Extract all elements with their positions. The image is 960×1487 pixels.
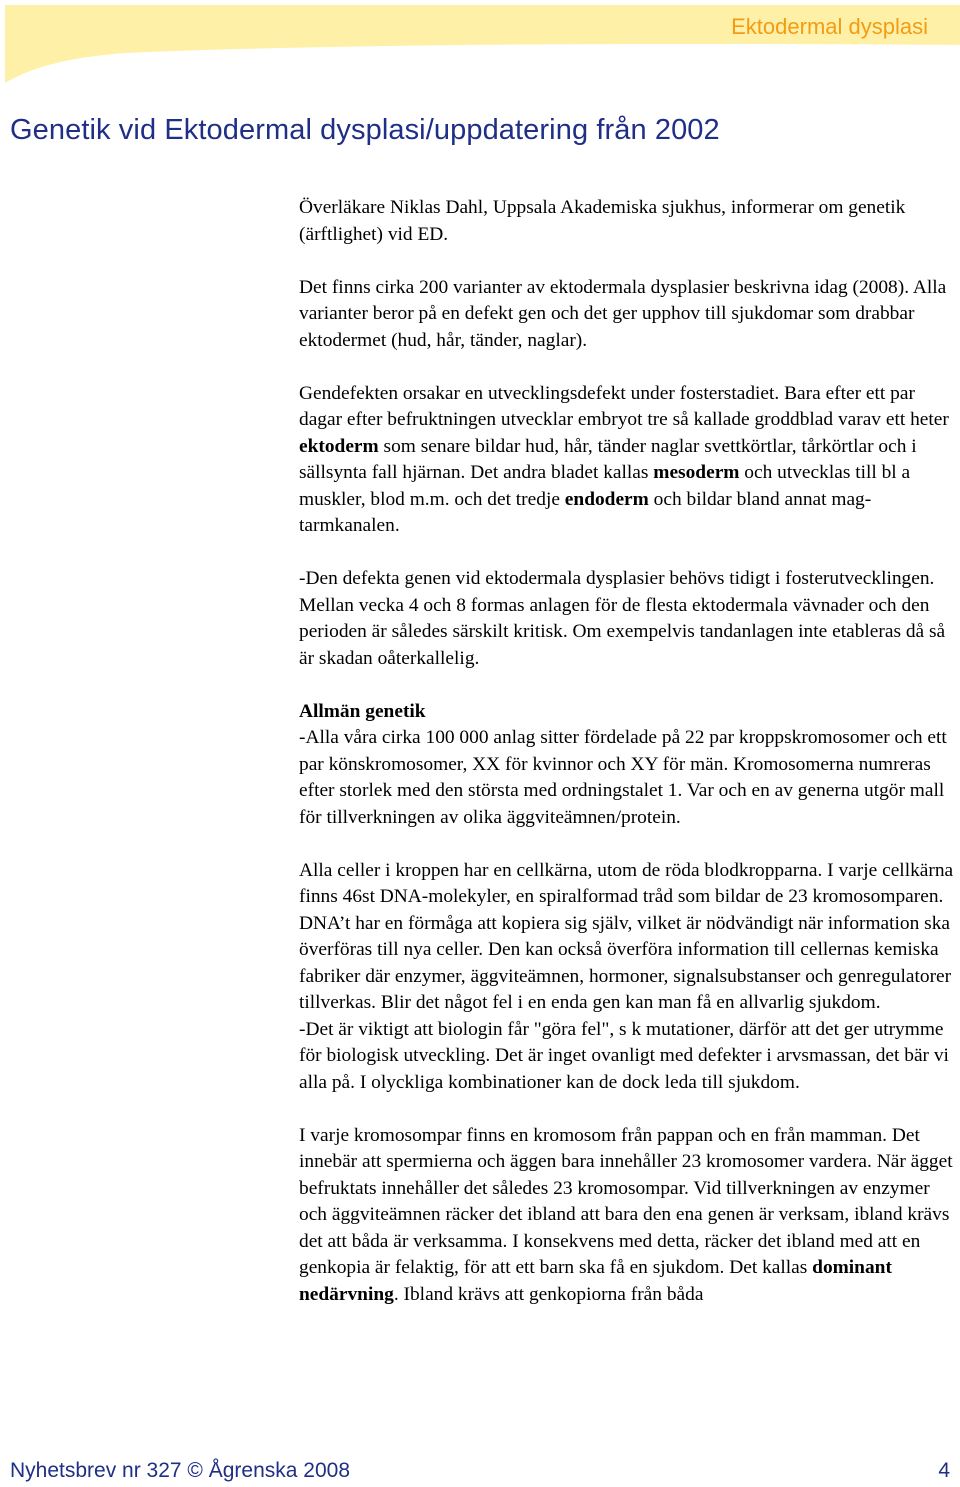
text-segment: och bildar bland annat mag-tarmkanalen. [299, 488, 872, 536]
footer-page-number: 4 [938, 1459, 950, 1482]
paragraph-mutations: -Det är viktigt att biologin får "göra fel", s k mutationer, därför att det ger utrymme för biologisk utveckling. Det är inget ovanligt med defekter i arvsmassan, det bär vi alla på. I olyckliga kombinationer kan de dock leda till sjukdom. [299, 1018, 949, 1093]
header-title: Ektodermal dysplasi [731, 14, 928, 39]
term-dominant: dominant nedärvning [299, 1257, 892, 1305]
paragraph-chromosomes: -Alla våra cirka 100 000 anlag sitter fördelade på 22 par kroppskromosomer och ett par könskromosomer, XX för kvinnor och XY för män. Kromosomerna numreras efter storlek med den största med ordningstalet 1. Var och en av generna utgör mall för tillverkningen av olika äggviteämnen/protein. [299, 727, 947, 828]
paragraph-inheritance [299, 1123, 957, 1309]
paragraph-cells: Alla celler i kroppen har en cellkärna, utom de röda blodkropparna. I varje cellkärna finns 46st DNA-molekyler, en spiralformad tråd som bildar de 23 kromosomparen. DNA’t har en förmåga att kopiera sig själv, vilket är nödvändigt när information ska överföras till nya celler. Den kan också överföra information till cellernas kemiska fabriker där enzymer, äggviteämnen, hormoner, signalsubstanser och genregulatorer tillverkas. Blir det något fel i en enda gen kan man få en allvarlig sjukdom. [299, 859, 954, 1013]
footer-publication: Nyhetsbrev nr 327 © Ågrenska 2008 [10, 1459, 350, 1482]
term-ektoderm: ektoderm [299, 435, 379, 457]
paragraph-gendefect [299, 381, 957, 540]
text-segment: . Ibland krävs att genkopiorna från båda [393, 1283, 704, 1305]
term-mesoderm: mesoderm [653, 462, 740, 483]
paragraph-critical-period: -Den defekta genen vid ektodermala dysplasier behövs tidigt i fosterutvecklingen. Mellan vecka 4 och 8 formas anlagen för de flesta ektodermala vävnader och den perioden är således särskilt kritisk. Om exempelvis tandanlagen inte etableras då så är skadan oåterkallelig. [299, 568, 946, 669]
text-segment: Gendefekten orsakar en utvecklingsdefekt under fosterstadiet. Bara efter ett par dagar efter befruktningen utvecklar embryot tre så kallade groddblad varav ett heter [299, 382, 949, 430]
article-body [299, 195, 957, 1335]
paragraph-intro: Överläkare Niklas Dahl, Uppsala Akademiska sjukhus, informerar om genetik (ärftlighet) vid ED. [299, 197, 906, 245]
text-segment: som senare bildar hud, hår, tänder naglar svettkörtlar, tårkörtlar och i sällsynta fall hjärnan. Det andra bladet kallas [299, 435, 917, 483]
section-heading-text: Allmän genetik [299, 700, 426, 722]
text-segment: I varje kromosompar finns en kromosom från pappan och en från mamman. Det innebär att spermierna och äggen bara innehåller 23 kromosomer vardera. När ägget befruktats innehåller det således 23 kromosompar. Vid tillverkningen av enzymer och äggviteämnen räcker det ibland att bara den ena genen är verksam, ibland krävs det att båda är verksamma. I konsekvens med detta, räcker det ibland med att en genkopia är felaktig, för att ett barn ska få en sjukdom. Det kallas [299, 1124, 953, 1278]
page-title: Genetik vid Ektodermal dysplasi/uppdatering från 2002 [10, 114, 720, 146]
text-segment: och utvecklas till bl a muskler, blod m.m. och det tredje [299, 462, 911, 510]
term-endoderm: endoderm [564, 488, 649, 510]
section-heading [299, 699, 957, 726]
paragraph-variants: Det finns cirka 200 varianter av ektodermala dysplasier beskrivna idag (2008). Alla varianter beror på en defekt gen och det ger upphov till sjukdomar som drabbar ektodermet (hud, hår, tänder, naglar). [299, 276, 947, 351]
